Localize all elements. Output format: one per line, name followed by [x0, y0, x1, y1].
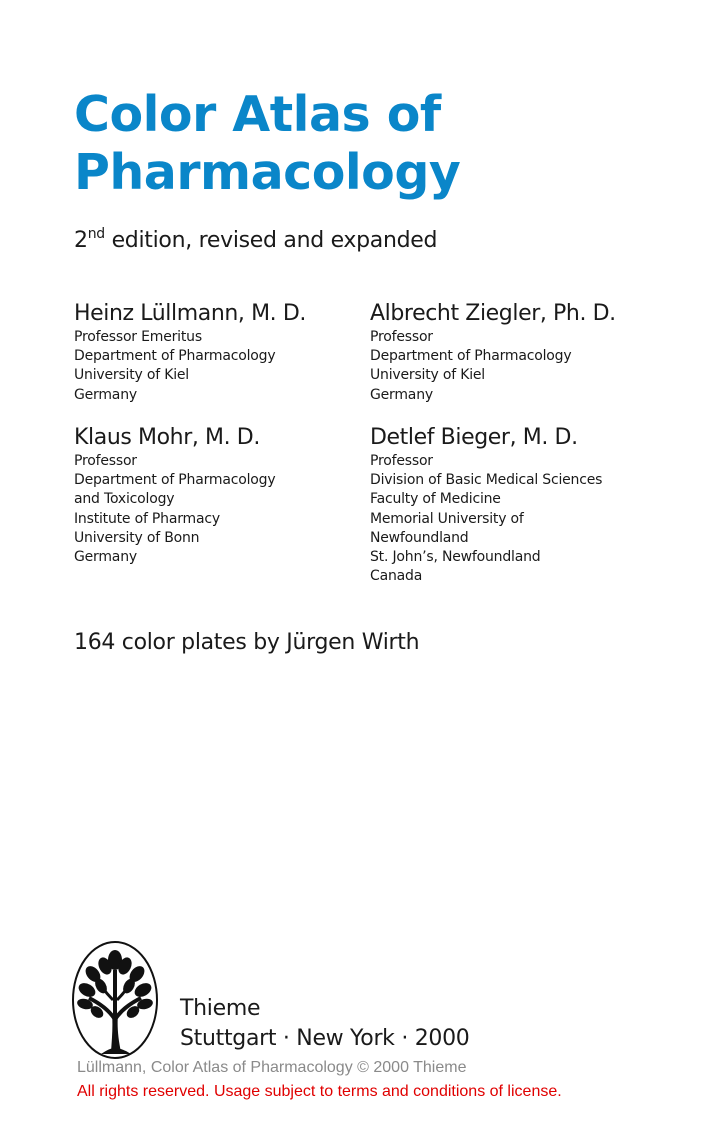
author-affiliation-line: Newfoundland — [370, 529, 469, 546]
author-block-mohr — [74, 424, 275, 567]
author-affiliation-line: Faculty of Medicine — [370, 491, 501, 508]
author-affiliation-line: Professor Emeritus — [74, 329, 202, 345]
footer-copyright: Lüllmann, Color Atlas of Pharmacology © 2000 Thieme — [77, 1059, 467, 1076]
author-affiliation-line: St. John’s, Newfoundland — [370, 549, 541, 566]
author-affiliation-line: University of Bonn — [74, 529, 200, 546]
author-affiliation-line: Division of Basic Medical Sciences — [370, 472, 603, 489]
author-affiliation-line: Memorial University of — [370, 510, 524, 527]
publisher-locations: Stuttgart · New York · 2000 — [180, 1026, 470, 1051]
color-plates-credit: 164 color plates by Jürgen Wirth — [74, 630, 420, 655]
book-title-line-1: Color Atlas of — [74, 86, 441, 143]
author-name: Klaus Mohr, M. D. — [74, 425, 260, 450]
edition-statement — [74, 226, 437, 256]
author-affiliation-line: Professor — [370, 329, 433, 345]
edition-ordinal-suffix: nd — [87, 226, 105, 242]
footer-rights-notice: All rights reserved. Usage subject to terms and conditions of license. — [77, 1083, 562, 1100]
author-affiliation-line: University of Kiel — [74, 367, 189, 384]
author-affiliation-line: Canada — [370, 568, 423, 585]
book-title — [74, 86, 460, 202]
author-affiliation-line: Department of Pharmacology — [370, 348, 572, 365]
author-affiliation-line: Germany — [370, 386, 433, 403]
author-affiliation-line: Germany — [74, 386, 137, 403]
author-block-luellmann — [74, 300, 306, 405]
author-affiliation-line: Germany — [74, 549, 137, 566]
publisher-name: Thieme — [180, 996, 261, 1021]
author-affiliation-line: and Toxicology — [74, 491, 175, 508]
author-affiliation-line: Professor — [370, 453, 433, 469]
author-affiliation-line: Professor — [74, 453, 137, 469]
edition-number: 2 — [74, 228, 88, 253]
author-name: Detlef Bieger, M. D. — [370, 425, 578, 450]
edition-text: edition, revised and expanded — [104, 228, 438, 253]
author-affiliation-line: Department of Pharmacology — [74, 472, 276, 489]
thieme-tree-logo-icon — [71, 940, 159, 1060]
author-block-ziegler — [370, 300, 616, 405]
publisher-block — [180, 994, 470, 1054]
author-name: Albrecht Ziegler, Ph. D. — [370, 301, 616, 326]
author-block-bieger — [370, 424, 602, 586]
author-affiliation-line: Institute of Pharmacy — [74, 510, 220, 527]
book-title-line-2: Pharmacology — [74, 144, 461, 201]
author-affiliation-line: Department of Pharmacology — [74, 348, 276, 365]
author-affiliation-line: University of Kiel — [370, 367, 485, 384]
author-name: Heinz Lüllmann, M. D. — [74, 301, 306, 326]
